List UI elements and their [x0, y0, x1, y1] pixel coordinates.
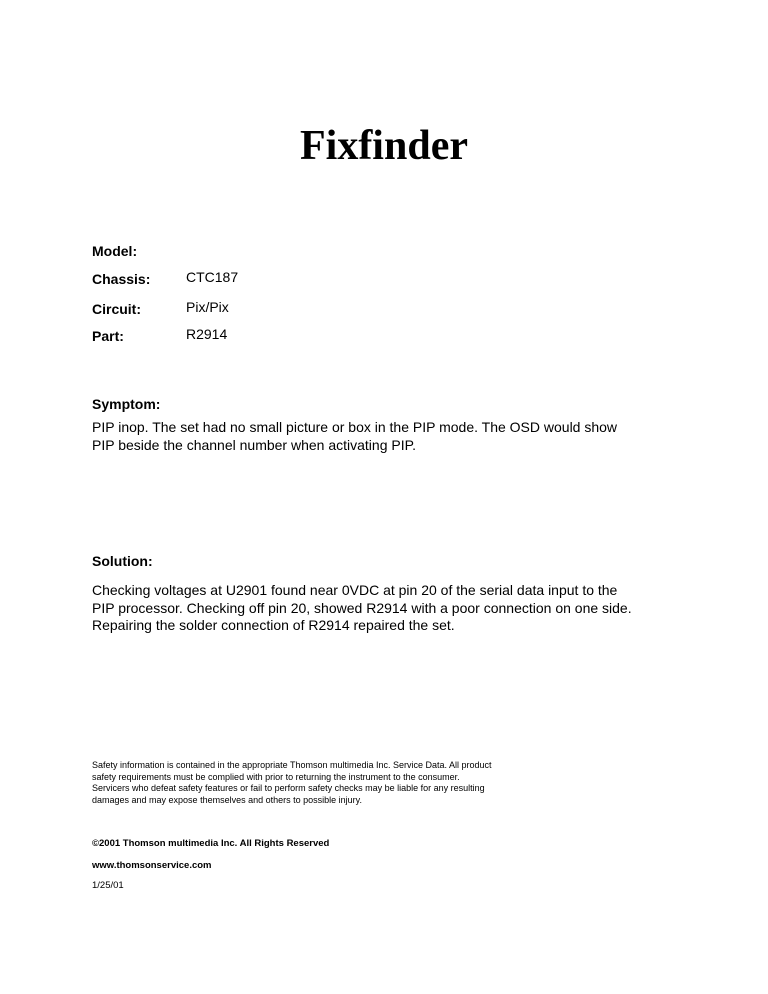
chassis-value: CTC187	[186, 269, 239, 285]
safety-disclaimer: Safety information is contained in the appropriate Thomson multimedia Inc. Service Data. All product safety requirements must be complied with prior to returning the instrument to the consumer. Servicers who defeat safety features or fail to perform safety checks may be liable for any resulting damages and may expose themselves and others to possible injury.	[92, 760, 492, 805]
solution-heading: Solution:	[92, 553, 153, 569]
part-label: Part:	[92, 328, 124, 344]
circuit-value: Pix/Pix	[186, 299, 229, 315]
copyright-notice: ©2001 Thomson multimedia Inc. All Rights Reserved	[92, 838, 330, 849]
chassis-label: Chassis:	[92, 271, 151, 287]
model-label: Model:	[92, 243, 138, 259]
page-title: Fixfinder	[300, 123, 468, 169]
website-url: www.thomsonservice.com	[92, 860, 212, 871]
circuit-label: Circuit:	[92, 301, 141, 317]
symptom-text: PIP inop. The set had no small picture or box in the PIP mode. The OSD would show PIP beside the channel number when activating PIP.	[92, 419, 618, 453]
part-value: R2914	[186, 326, 228, 342]
document-date: 1/25/01	[92, 880, 124, 891]
solution-text: Checking voltages at U2901 found near 0VDC at pin 20 of the serial data input to the PIP processor. Checking off pin 20, showed R2914 with a poor connection on one side. Repairing the solder connection of R2914 repaired the set.	[92, 582, 632, 633]
symptom-heading: Symptom:	[92, 396, 161, 412]
